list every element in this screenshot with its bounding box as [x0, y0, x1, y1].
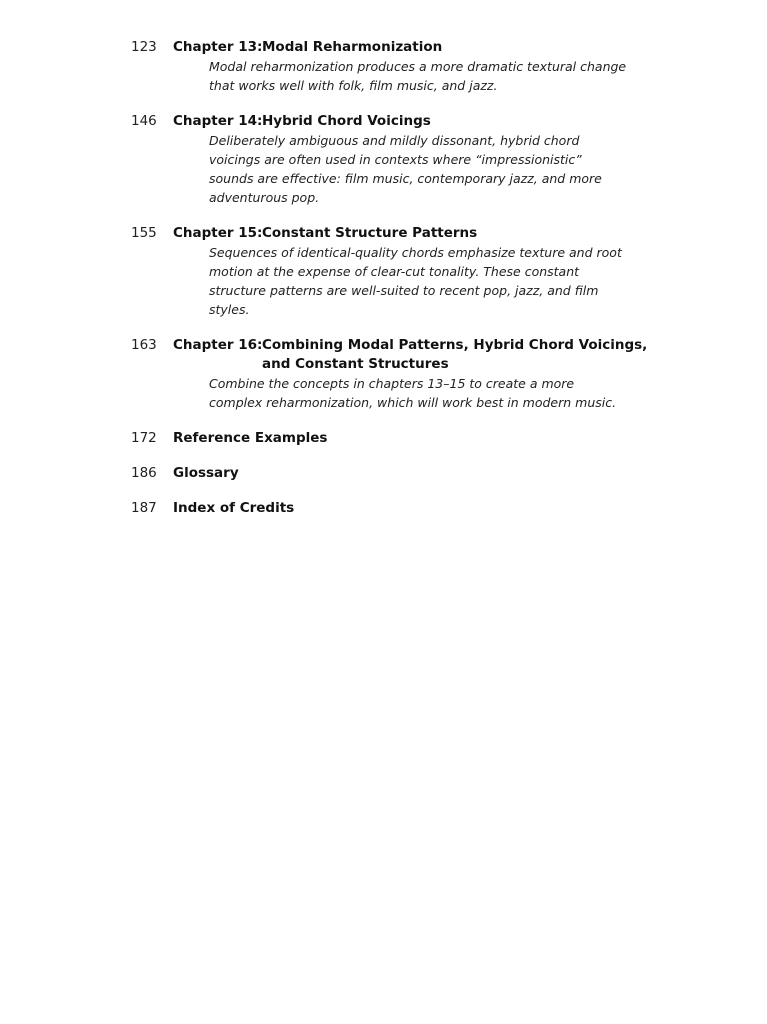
chapter-label: Chapter 13:: [173, 39, 263, 55]
chapter-description: Sequences of identical-quality chords emphasize texture and root motion at the expense of clear-cut tonality. These constant structure patterns are well-suited to recent pop, jazz, and film styles.: [209, 245, 622, 317]
chapter-title: Hybrid Chord Voicings: [262, 113, 431, 129]
chapter-heading: [173, 112, 767, 131]
chapter-title: Constant Structure Patterns: [262, 225, 478, 241]
page-number: 187: [131, 500, 157, 516]
chapter-label: Chapter 15:: [173, 225, 263, 241]
toc-entry-glossary: [0, 464, 767, 483]
toc-entry-chapter-13: [0, 38, 767, 95]
page-number: 123: [131, 39, 157, 55]
toc-entry-chapter-14: [0, 112, 767, 207]
toc-entry-reference-examples: [0, 429, 767, 448]
table-of-contents: [0, 38, 767, 534]
section-title: Glossary: [173, 465, 239, 481]
page-number: 155: [131, 225, 157, 241]
chapter-label: Chapter 16:: [173, 337, 263, 353]
chapter-title: Combining Modal Patterns, Hybrid Chord Voicings,: [262, 337, 648, 353]
chapter-description: Combine the concepts in chapters 13–15 to create a more complex reharmonization, which will work best in modern music.: [209, 376, 617, 410]
page-number: 186: [131, 465, 157, 481]
chapter-title: Modal Reharmonization: [262, 39, 443, 55]
section-title: Index of Credits: [173, 500, 295, 516]
page-number: 146: [131, 113, 157, 129]
toc-entry-index-of-credits: [0, 499, 767, 518]
chapter-description: Deliberately ambiguous and mildly dissonant, hybrid chord voicings are often used in contexts where “impressionistic” sounds are effective: film music, contemporary jazz, and more adventurous pop.: [209, 133, 602, 205]
chapter-description: Modal reharmonization produces a more dramatic textural change that works well with folk, film music, and jazz.: [209, 59, 627, 93]
page-number: 172: [131, 430, 157, 446]
section-title: Reference Examples: [173, 430, 328, 446]
toc-entry-chapter-16: [0, 336, 767, 412]
chapter-heading: [173, 38, 767, 57]
chapter-heading: [173, 336, 767, 355]
chapter-title-continued: and Constant Structures: [262, 356, 449, 372]
chapter-heading: [173, 224, 767, 243]
chapter-label: Chapter 14:: [173, 113, 263, 129]
toc-entry-chapter-15: [0, 224, 767, 319]
page-number: 163: [131, 337, 157, 353]
